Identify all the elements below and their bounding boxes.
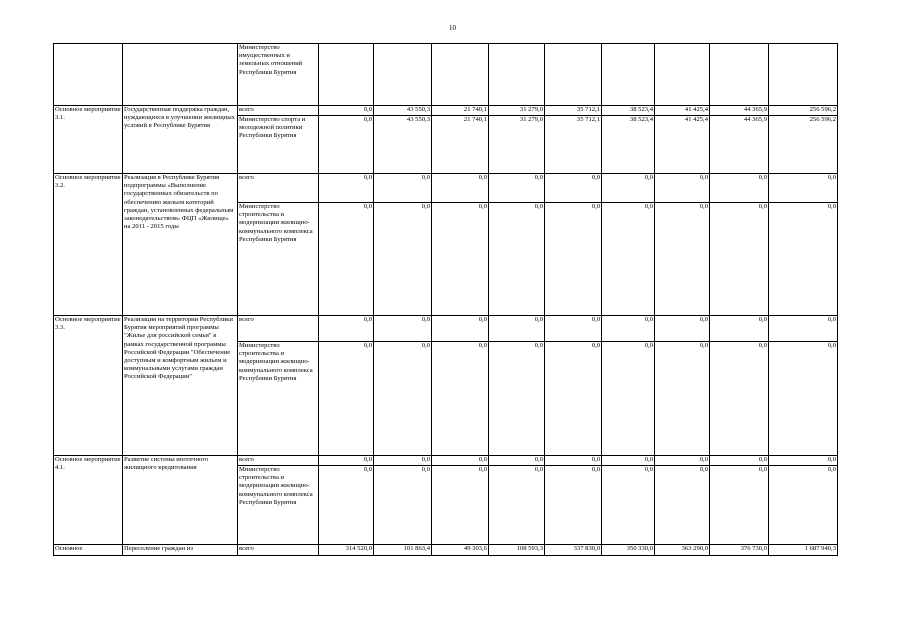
value-cell: 0,0 — [489, 456, 545, 466]
value-cell: 0,0 — [710, 203, 769, 316]
value-cell: 0,0 — [545, 316, 602, 342]
value-cell: 108 593,3 — [489, 545, 545, 556]
executor-cell: Министерство спорта и молодежной политики Республики Бурятия — [238, 116, 319, 174]
value-cell: 0,0 — [710, 174, 769, 203]
event-cell — [54, 44, 123, 106]
value-cell: 0,0 — [432, 466, 489, 545]
value-cell: 256 596,2 — [769, 106, 838, 116]
executor-cell: всего — [238, 545, 319, 556]
value-cell: 0,0 — [545, 203, 602, 316]
value-cell: 0,0 — [655, 316, 710, 342]
value-cell: 0,0 — [769, 316, 838, 342]
value-cell: 35 712,1 — [545, 116, 602, 174]
value-cell: 0,0 — [374, 203, 432, 316]
value-cell: 38 523,4 — [602, 106, 655, 116]
value-cell — [319, 44, 374, 106]
event-cell: Основное мероприятие 3.1. — [54, 106, 123, 174]
table-row — [54, 106, 838, 116]
value-cell: 0,0 — [432, 174, 489, 203]
value-cell: 21 740,1 — [432, 106, 489, 116]
value-cell: 0,0 — [602, 203, 655, 316]
executor-cell: всего — [238, 106, 319, 116]
value-cell: 0,0 — [319, 466, 374, 545]
event-cell: Основное мероприятие 3.3. — [54, 316, 123, 456]
table-row — [54, 316, 838, 342]
value-cell: 0,0 — [769, 203, 838, 316]
value-cell: 0,0 — [432, 342, 489, 456]
value-cell: 363 290,0 — [655, 545, 710, 556]
value-cell: 0,0 — [319, 203, 374, 316]
value-cell: 0,0 — [432, 316, 489, 342]
table-row — [54, 545, 838, 556]
value-cell: 0,0 — [432, 203, 489, 316]
executor-cell: Министерство строительства и модернизации жилищно-коммунального комплекса Республики Бурятия — [238, 342, 319, 456]
event-cell: Основное мероприятие 3.2. — [54, 174, 123, 316]
value-cell: 0,0 — [432, 456, 489, 466]
value-cell — [432, 44, 489, 106]
value-cell: 21 740,1 — [432, 116, 489, 174]
executor-cell: всего — [238, 456, 319, 466]
value-cell — [545, 44, 602, 106]
value-cell: 0,0 — [602, 174, 655, 203]
value-cell: 350 330,0 — [602, 545, 655, 556]
value-cell: 35 712,1 — [545, 106, 602, 116]
value-cell: 0,0 — [769, 342, 838, 456]
executor-cell: Министерство строительства и модернизации жилищно-коммунального комплекса Республики Бурятия — [238, 203, 319, 316]
value-cell: 0,0 — [710, 456, 769, 466]
value-cell: 0,0 — [319, 316, 374, 342]
value-cell: 0,0 — [374, 456, 432, 466]
executor-cell: всего — [238, 316, 319, 342]
value-cell: 31 279,0 — [489, 116, 545, 174]
value-cell: 43 550,3 — [374, 116, 432, 174]
value-cell — [374, 44, 432, 106]
value-cell: 0,0 — [655, 203, 710, 316]
value-cell: 0,0 — [602, 456, 655, 466]
executor-cell: всего — [238, 174, 319, 203]
value-cell: 0,0 — [374, 174, 432, 203]
value-cell: 0,0 — [545, 342, 602, 456]
value-cell: 38 523,4 — [602, 116, 655, 174]
value-cell: 0,0 — [769, 466, 838, 545]
value-cell — [710, 44, 769, 106]
value-cell: 44 365,9 — [710, 106, 769, 116]
value-cell: 0,0 — [489, 466, 545, 545]
value-cell: 0,0 — [655, 466, 710, 545]
value-cell: 0,0 — [710, 316, 769, 342]
name-cell: Реализация в Республике Бурятия подпрограммы «Выполнение государственных обязательств по обеспечению жильем категорий граждан, установленных федеральным законодательством» ФЦП «Жилище» на 2011 - 2015 годы — [123, 174, 238, 316]
value-cell: 0,0 — [319, 342, 374, 456]
value-cell: 0,0 — [602, 466, 655, 545]
value-cell: 0,0 — [602, 316, 655, 342]
value-cell: 49 303,6 — [432, 545, 489, 556]
value-cell: 101 863,4 — [374, 545, 432, 556]
executor-cell: Министерство строительства и модернизации жилищно-коммунального комплекса Республики Бурятия — [238, 466, 319, 545]
value-cell — [489, 44, 545, 106]
value-cell: 376 730,0 — [710, 545, 769, 556]
value-cell: 314 520,0 — [319, 545, 374, 556]
value-cell: 0,0 — [374, 466, 432, 545]
value-cell: 0,0 — [545, 466, 602, 545]
value-cell: 337 830,0 — [545, 545, 602, 556]
value-cell: 0,0 — [319, 456, 374, 466]
value-cell: 0,0 — [319, 116, 374, 174]
value-cell: 0,0 — [319, 106, 374, 116]
value-cell — [769, 44, 838, 106]
value-cell — [602, 44, 655, 106]
name-cell — [123, 44, 238, 106]
executor-cell: Министерство имущественных и земельных отношений Республики Бурятия — [238, 44, 319, 106]
table-row — [54, 44, 838, 106]
value-cell: 0,0 — [319, 174, 374, 203]
value-cell: 256 596,2 — [769, 116, 838, 174]
value-cell: 0,0 — [374, 342, 432, 456]
value-cell: 0,0 — [769, 174, 838, 203]
value-cell: 0,0 — [489, 316, 545, 342]
value-cell: 31 279,0 — [489, 106, 545, 116]
value-cell: 1 687 940,3 — [769, 545, 838, 556]
table-row — [54, 456, 838, 466]
value-cell: 0,0 — [602, 342, 655, 456]
name-cell: Реализация на территории Республики Бурятия мероприятий программы "Жилье для российской семьи" в рамках государственной программы Российской Федерации "Обеспечение доступным и комфортным жильем и коммунальными услугами граждан Российской Федерации" — [123, 316, 238, 456]
table-row — [54, 174, 838, 203]
value-cell: 0,0 — [374, 316, 432, 342]
value-cell: 0,0 — [655, 342, 710, 456]
name-cell: Переселение граждан из — [123, 545, 238, 556]
event-cell: Основное — [54, 545, 123, 556]
name-cell: Государственная поддержка граждан, нуждающихся в улучшении жилищных условий в Республике Бурятия — [123, 106, 238, 174]
value-cell: 0,0 — [545, 174, 602, 203]
value-cell: 41 425,4 — [655, 106, 710, 116]
value-cell: 0,0 — [655, 456, 710, 466]
value-cell: 43 550,3 — [374, 106, 432, 116]
value-cell: 0,0 — [489, 203, 545, 316]
value-cell: 0,0 — [655, 174, 710, 203]
value-cell: 0,0 — [545, 456, 602, 466]
page-number: 10 — [449, 24, 456, 32]
name-cell: Развитие системы ипотечного жилищного кредитования — [123, 456, 238, 545]
value-cell: 0,0 — [769, 456, 838, 466]
value-cell: 0,0 — [489, 342, 545, 456]
value-cell — [655, 44, 710, 106]
budget-table — [53, 43, 838, 556]
event-cell: Основное мероприятие 4.1. — [54, 456, 123, 545]
value-cell: 41 425,4 — [655, 116, 710, 174]
value-cell: 44 365,9 — [710, 116, 769, 174]
value-cell: 0,0 — [489, 174, 545, 203]
value-cell: 0,0 — [710, 466, 769, 545]
value-cell: 0,0 — [710, 342, 769, 456]
